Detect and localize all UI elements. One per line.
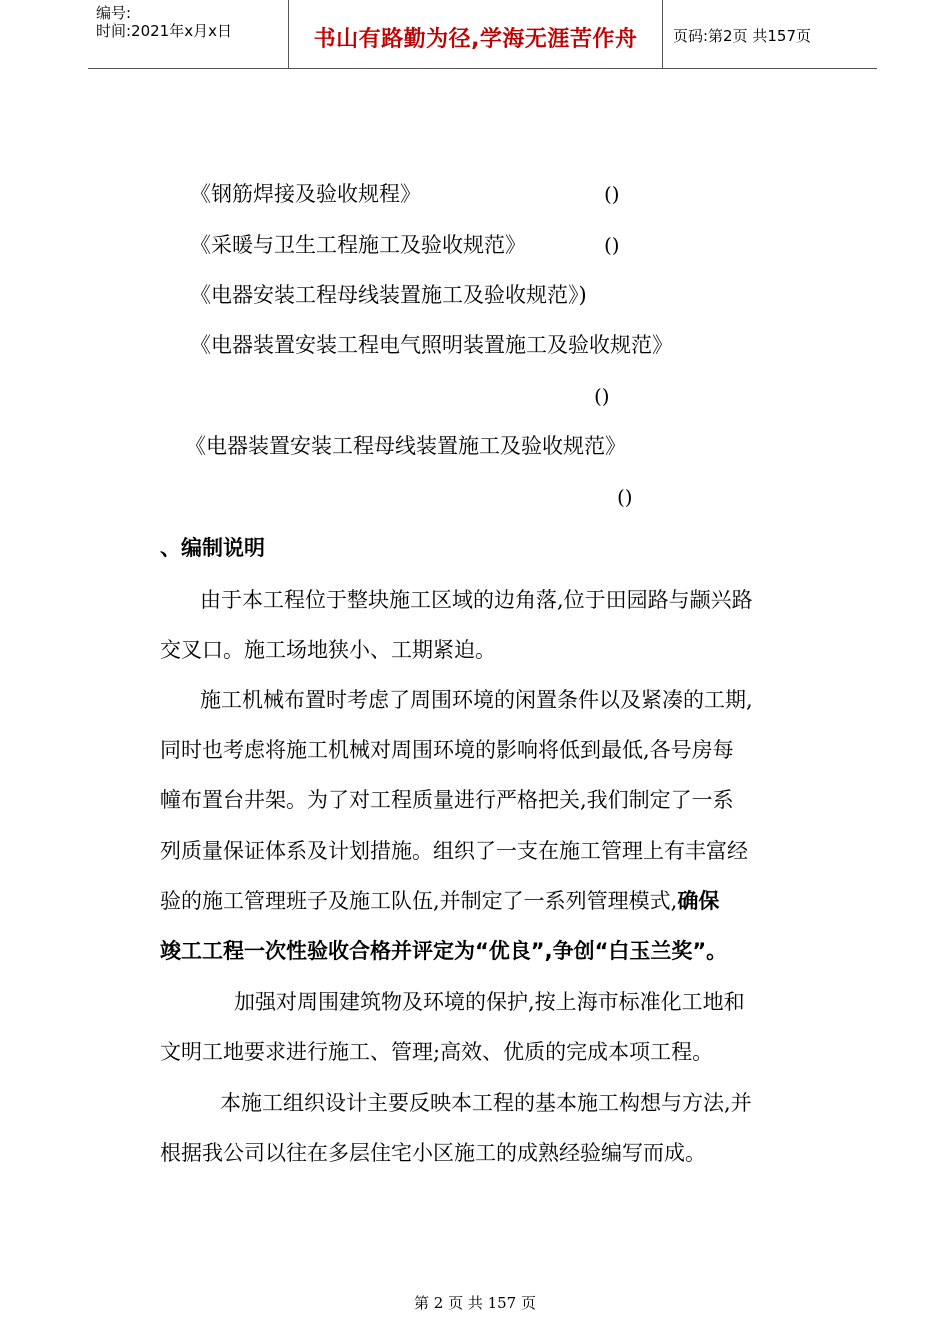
section-heading: 、编制说明 [160,536,265,560]
page-footer: 第 2 页 共 157 页 [413,1294,536,1312]
emphasis-text: 确保 [677,889,720,913]
body-line: 幢布置台井架。为了对工程质量进行严格把关,我们制定了一系 [160,788,734,812]
document-number-label: 编号: [96,4,132,22]
body-line: 列质量保证体系及计划措施。组织了一支在施工管理上有丰富经 [160,839,748,863]
body-line: 本施工组织设计主要反映本工程的基本施工构想与方法,并 [220,1091,752,1115]
body-line-text: 验的施工管理班子及施工队伍,并制定了一系列管理模式, [160,889,678,913]
reference-item: 《采暖与卫生工程施工及验收规范》 [190,233,526,257]
reference-item: 《电器装置安装工程电气照明装置施工及验收规范》 [190,333,673,357]
reference-item: 《电器安装工程母线装置施工及验收规范》) [190,283,587,307]
reference-mark: () [617,485,633,509]
document-date-label: 时间:2021年x月x日 [96,22,232,40]
reference-mark: () [604,233,620,257]
reference-item: 《钢筋焊接及验收规程》 [190,182,421,206]
header-motto-cell [288,0,663,68]
reference-mark: () [604,182,620,206]
header-meta-cell [88,0,288,68]
body-line: 交叉口。施工场地狭小、工期紧迫。 [160,638,496,662]
body-line [160,887,719,915]
body-line: 施工机械布置时考虑了周围环境的闲置条件以及紧凑的工期, [200,688,753,712]
body-line: 由于本工程位于整块施工区域的边角落,位于田园路与颛兴路 [200,588,753,612]
header-page-info: 页码:第2页 共157页 [673,27,811,45]
body-line: 同时也考虑将施工机械对周围环境的影响将低到最低,各号房每 [160,738,734,762]
header-page-cell [663,0,877,68]
body-line: 加强对周围建筑物及环境的保护,按上海市标准化工地和 [234,990,745,1014]
reference-item: 《电器装置安装工程母线装置施工及验收规范》 [185,434,626,458]
body-line: 文明工地要求进行施工、管理;高效、优质的完成本项工程。 [160,1040,714,1064]
page-header [88,0,877,69]
header-motto: 书山有路勤为径,学海无涯苦作舟 [313,27,638,52]
body-line-emphasis: 竣工工程一次性验收合格并评定为“优良”,争创“白玉兰奖”。 [160,939,728,963]
reference-mark: () [594,384,610,408]
body-line: 根据我公司以往在多层住宅小区施工的成熟经验编写而成。 [160,1141,706,1165]
